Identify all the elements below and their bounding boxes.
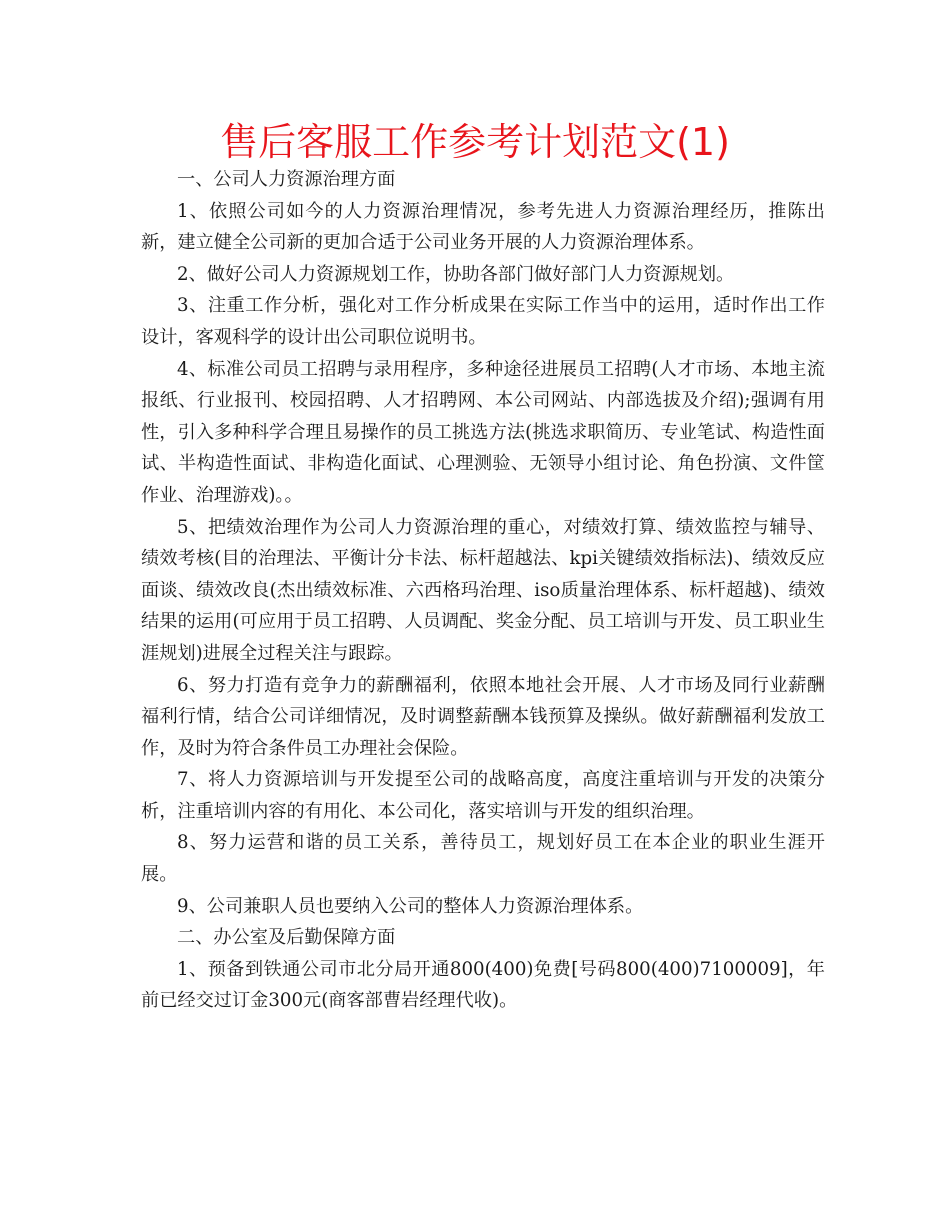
paragraph: 1、预备到铁通公司市北分局开通800(400)免费[号码800(400)7100009]，年前已经交过订金300元(商客部曹岩经理代收)。 bbox=[141, 958, 825, 1012]
paragraph: 3、注重工作分析，强化对工作分析成果在实际工作当中的运用，适时作出工作设计，客观科学的设计出公司职位说明书。 bbox=[141, 295, 825, 348]
paragraph: 2、做好公司人力资源规划工作，协助各部门做好部门人力资源规划。 bbox=[177, 263, 735, 285]
paragraph: 6、努力打造有竞争力的薪酬福利，依照本地社会开展、人才市场及同行业薪酬福利行情，结合公司详细情况，及时调整薪酬本钱预算及操纵。做好薪酬福利发放工作，及时为符合条件员工办理社会保险。 bbox=[141, 674, 825, 759]
paragraph: 5、把绩效治理作为公司人力资源治理的重心，对绩效打算、绩效监控与辅导、绩效考核(目的治理法、平衡计分卡法、标杆超越法、kpi关键绩效指标法)、绩效反应面谈、绩效改良(杰出绩效标准、六西格玛治理、iso质量治理体系、标杆超越)、绩效结果的运用(可应用于员工招聘、人员调配、奖金分配、员工培训与开发、员工职业生涯规划)进展全过程关注与跟踪。 bbox=[141, 516, 825, 664]
paragraph: 1、依照公司如今的人力资源治理情况，参考先进人力资源治理经历，推陈出新，建立健全公司新的更加合适于公司业务开展的人力资源治理体系。 bbox=[141, 200, 825, 254]
document-title: 售后客服工作参考计划范文(1) bbox=[220, 120, 730, 164]
paragraph: 4、标准公司员工招聘与录用程序，多种途径进展员工招聘(人才市场、本地主流报纸、行业报刊、校园招聘、人才招聘网、本公司网站、内部选拔及介绍);强调有用性，引入多种科学合理且易操作的员工挑选方法(挑选求职简历、专业笔试、构造性面试、半构造性面试、非构造化面试、心理测验、无领导小组讨论、角色扮演、文件筐作业、治理游戏)。。 bbox=[141, 358, 825, 506]
section-heading: 一、公司人力资源治理方面 bbox=[177, 169, 396, 190]
paragraph: 8、努力运营和谐的员工关系，善待员工，规划好员工在本企业的职业生涯开展。 bbox=[141, 832, 825, 886]
paragraph: 7、将人力资源培训与开发提至公司的战略高度，高度注重培训与开发的决策分析，注重培训内容的有用化、本公司化，落实培训与开发的组织治理。 bbox=[141, 769, 825, 822]
paragraph: 9、公司兼职人员也要纳入公司的整体人力资源治理体系。 bbox=[177, 895, 644, 917]
document-body bbox=[141, 164, 825, 1017]
section-heading: 二、办公室及后勤保障方面 bbox=[177, 927, 396, 949]
